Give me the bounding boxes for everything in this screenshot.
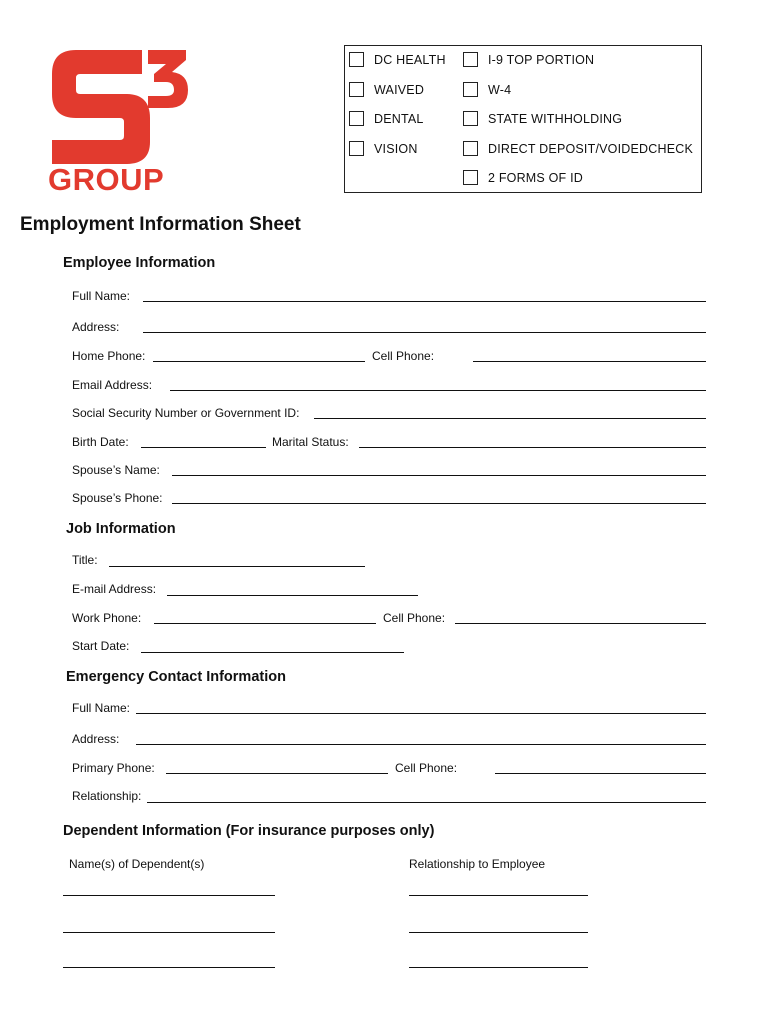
label-title: Title: bbox=[72, 553, 98, 567]
label-relationship: Relationship: bbox=[72, 789, 142, 803]
logo-s-shape bbox=[52, 50, 150, 164]
dependent-relationship-field[interactable] bbox=[409, 967, 588, 968]
job-cell-phone-field[interactable] bbox=[455, 623, 706, 624]
ssn-field[interactable] bbox=[314, 418, 706, 419]
label-emergency-address: Address: bbox=[72, 732, 120, 746]
checklist-item[interactable]: DENTAL bbox=[349, 111, 424, 126]
checklist-item[interactable]: WAIVED bbox=[349, 82, 424, 97]
cell-phone-field[interactable] bbox=[473, 361, 706, 362]
dependent-name-field[interactable] bbox=[63, 967, 275, 968]
label-spouse-name: Spouse’s Name: bbox=[72, 463, 160, 477]
spouse-name-field[interactable] bbox=[172, 475, 706, 476]
start-date-field[interactable] bbox=[141, 652, 404, 653]
label-ssn: Social Security Number or Government ID: bbox=[72, 406, 300, 420]
label-primary-phone: Primary Phone: bbox=[72, 761, 155, 775]
checkbox[interactable] bbox=[349, 82, 364, 97]
label-emergency-cell-phone: Cell Phone: bbox=[395, 761, 458, 775]
dependent-relationship-field[interactable] bbox=[409, 932, 588, 933]
checklist-item[interactable]: I-9 TOP PORTION bbox=[463, 52, 594, 67]
section-heading-emergency: Emergency Contact Information bbox=[66, 669, 286, 685]
home-phone-field[interactable] bbox=[153, 361, 365, 362]
checklist-item[interactable]: DC HEALTH bbox=[349, 52, 446, 67]
checkbox[interactable] bbox=[463, 141, 478, 156]
label-home-phone: Home Phone: bbox=[72, 349, 146, 363]
emergency-address-field[interactable] bbox=[136, 744, 706, 745]
s3-group-logo bbox=[46, 46, 192, 196]
dependent-relationship-field[interactable] bbox=[409, 895, 588, 896]
birth-date-field[interactable] bbox=[141, 447, 266, 448]
checklist-item[interactable]: 2 FORMS OF ID bbox=[463, 170, 583, 185]
checklist-item[interactable]: DIRECT DEPOSIT/VOIDEDCHECK bbox=[463, 141, 693, 156]
checklist-item[interactable]: STATE WITHHOLDING bbox=[463, 111, 622, 126]
logo-word: GROUP bbox=[48, 162, 165, 196]
checkbox[interactable] bbox=[463, 82, 478, 97]
address-field[interactable] bbox=[143, 332, 706, 333]
relationship-field[interactable] bbox=[147, 802, 706, 803]
label-spouse-phone: Spouse’s Phone: bbox=[72, 491, 163, 505]
checkbox[interactable] bbox=[349, 52, 364, 67]
section-heading-employee: Employee Information bbox=[63, 255, 216, 271]
label-address: Address: bbox=[72, 320, 120, 334]
dependent-names-header: Name(s) of Dependent(s) bbox=[69, 857, 205, 871]
full-name-field[interactable] bbox=[143, 301, 706, 302]
checkbox[interactable] bbox=[463, 170, 478, 185]
spouse-phone-field[interactable] bbox=[172, 503, 706, 504]
dependent-relationship-header: Relationship to Employee bbox=[409, 857, 546, 871]
label-job-email: E-mail Address: bbox=[72, 582, 157, 596]
section-heading-dependent: Dependent Information (For insurance purposes only) bbox=[63, 823, 435, 839]
label-email: Email Address: bbox=[72, 378, 153, 392]
job-email-field[interactable] bbox=[167, 595, 418, 596]
page-title: Employment Information Sheet bbox=[20, 214, 301, 235]
dependent-name-field[interactable] bbox=[63, 895, 275, 896]
logo-3-shape bbox=[148, 50, 188, 108]
marital-status-field[interactable] bbox=[359, 447, 706, 448]
checkbox[interactable] bbox=[349, 141, 364, 156]
work-phone-field[interactable] bbox=[154, 623, 376, 624]
document-checklist bbox=[344, 45, 702, 193]
checkbox[interactable] bbox=[349, 111, 364, 126]
label-birth-date: Birth Date: bbox=[72, 435, 129, 449]
checkbox[interactable] bbox=[463, 111, 478, 126]
label-full-name: Full Name: bbox=[72, 289, 131, 303]
emergency-cell-phone-field[interactable] bbox=[495, 773, 706, 774]
primary-phone-field[interactable] bbox=[166, 773, 388, 774]
label-cell-phone: Cell Phone: bbox=[372, 349, 435, 363]
checkbox[interactable] bbox=[463, 52, 478, 67]
label-job-cell-phone: Cell Phone: bbox=[383, 611, 446, 625]
emergency-full-name-field[interactable] bbox=[136, 713, 706, 714]
label-start-date: Start Date: bbox=[72, 639, 130, 653]
email-field[interactable] bbox=[170, 390, 706, 391]
label-marital-status: Marital Status: bbox=[272, 435, 349, 449]
dependent-name-field[interactable] bbox=[63, 932, 275, 933]
checklist-item[interactable]: W-4 bbox=[463, 82, 511, 97]
section-heading-job: Job Information bbox=[66, 521, 176, 537]
label-emergency-full-name: Full Name: bbox=[72, 701, 131, 715]
job-title-field[interactable] bbox=[109, 566, 365, 567]
checklist-item[interactable]: VISION bbox=[349, 141, 418, 156]
label-work-phone: Work Phone: bbox=[72, 611, 142, 625]
